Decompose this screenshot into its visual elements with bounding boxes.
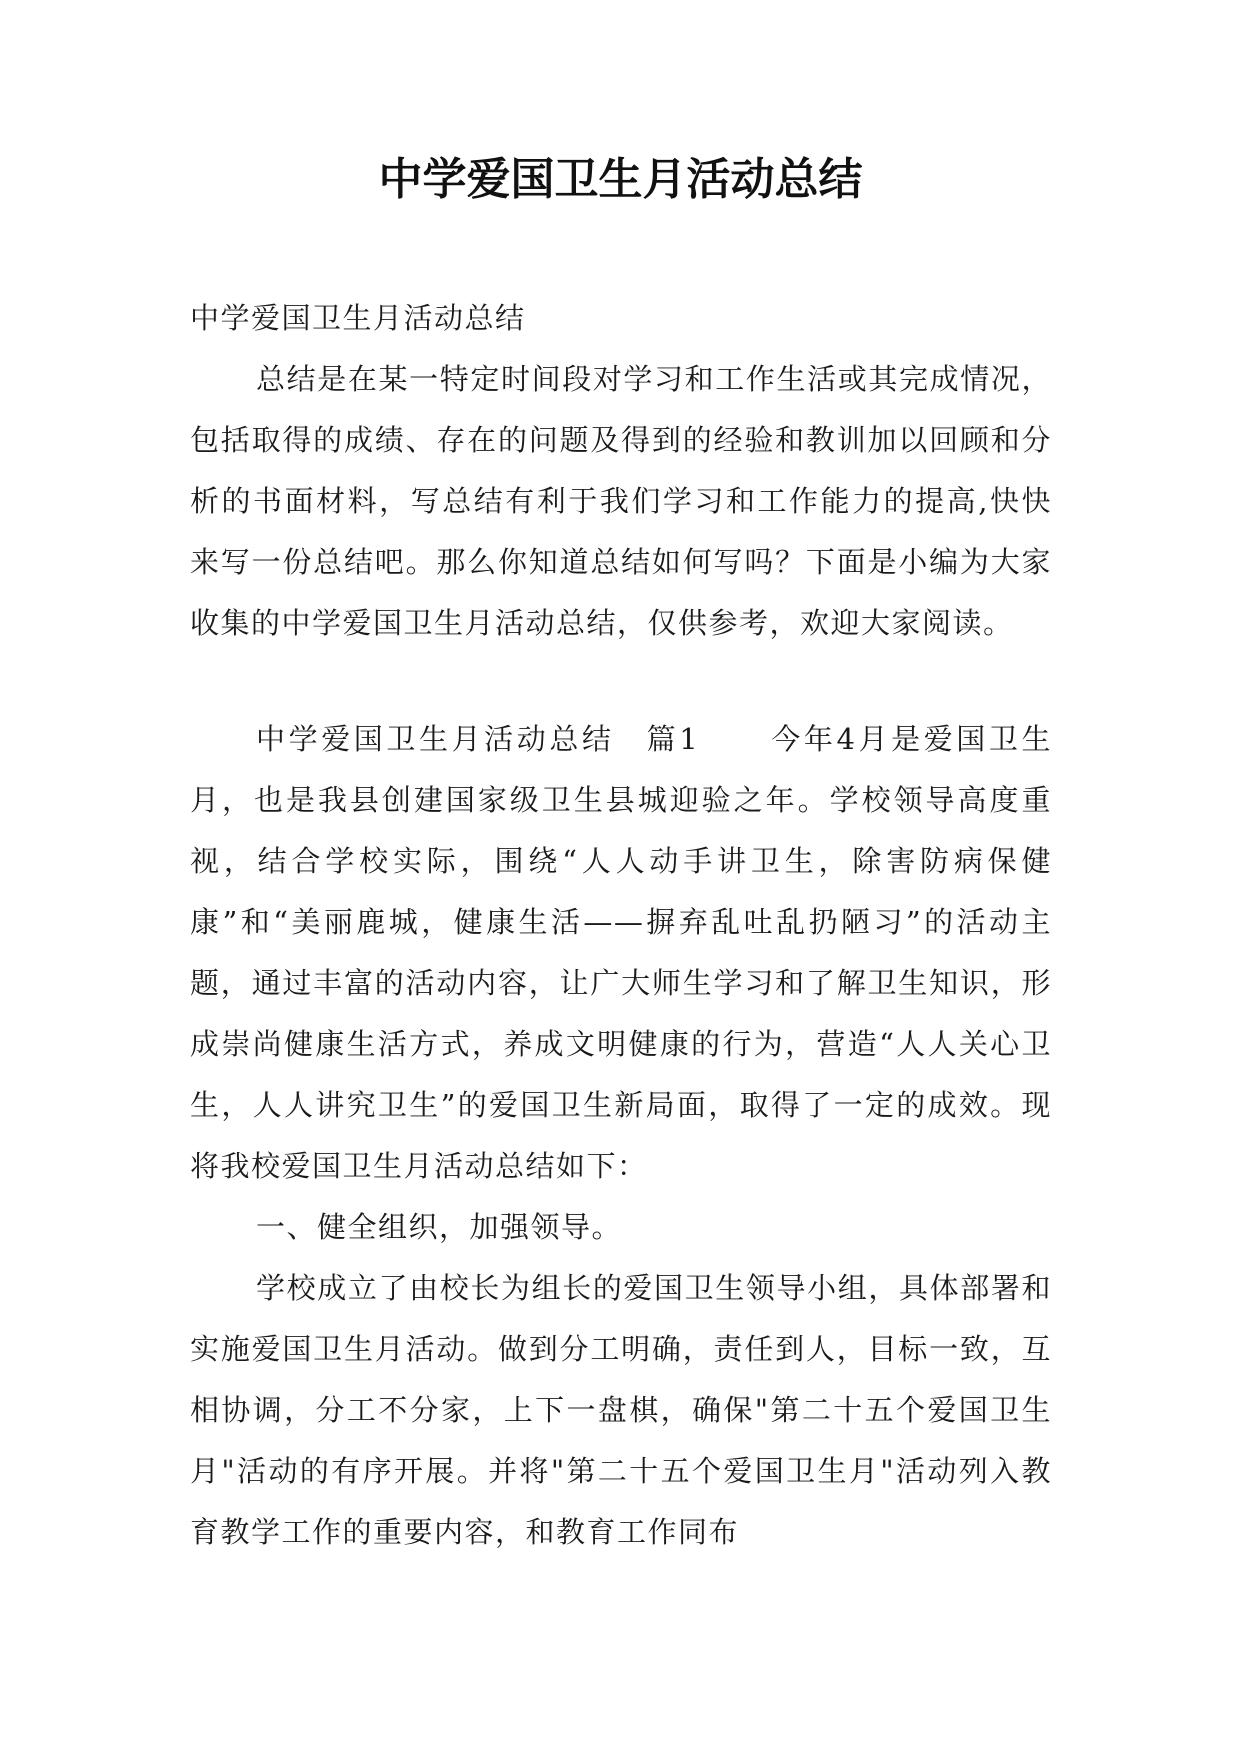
section-1-paragraph bbox=[190, 709, 1052, 1197]
section-heading: 中学爱国卫生月活动总结 bbox=[256, 722, 615, 756]
document-title: 中学爱国卫生月活动总结 bbox=[378, 154, 863, 205]
point-1-heading: 一、健全组织，加强领导。 bbox=[256, 1210, 623, 1244]
document-subtitle: 中学爱国卫生月活动总结 bbox=[190, 301, 526, 335]
point-1-paragraph: 学校成立了由校长为组长的爱国卫生领导小组，具体部署和实施爱国卫生月活动。做到分工明确，责任到人，目标一致，互相协调，分工不分家，上下一盘棋，确保"第二十五个爱国卫生月"活动的有序开展。并将"第二十五个爱国卫生月"活动列入教育教学工作的重要内容，和教育工作同布 bbox=[190, 1271, 1052, 1549]
intro-paragraph: 总结是在某一特定时间段对学习和工作生活或其完成情况，包括取得的成绩、存在的问题及得到的经验和教训加以回顾和分析的书面材料，写总结有利于我们学习和工作能力的提高,快快来写一份总结吧。那么你知道总结如何写吗？下面是小编为大家收集的中学爱国卫生月活动总结，仅供参考，欢迎大家阅读。 bbox=[190, 362, 1052, 640]
document-body bbox=[190, 288, 1052, 1563]
section-label: 篇1 bbox=[644, 722, 700, 756]
section-body: 今年4月是爱国卫生月，也是我县创建国家级卫生县城迎验之年。学校领导高度重视，结合学校实际，围绕“人人动手讲卫生，除害防病保健康”和“美丽鹿城，健康生活——摒弃乱吐乱扔陋习”的活动主题，通过丰富的活动内容，让广大师生学习和了解卫生知识，形成崇尚健康生活方式，养成文明健康的行为，营造“人人关心卫生，人人讲究卫生”的爱国卫生新局面，取得了一定的成效。现将我校爱国卫生月活动总结如下： bbox=[190, 722, 1052, 1183]
